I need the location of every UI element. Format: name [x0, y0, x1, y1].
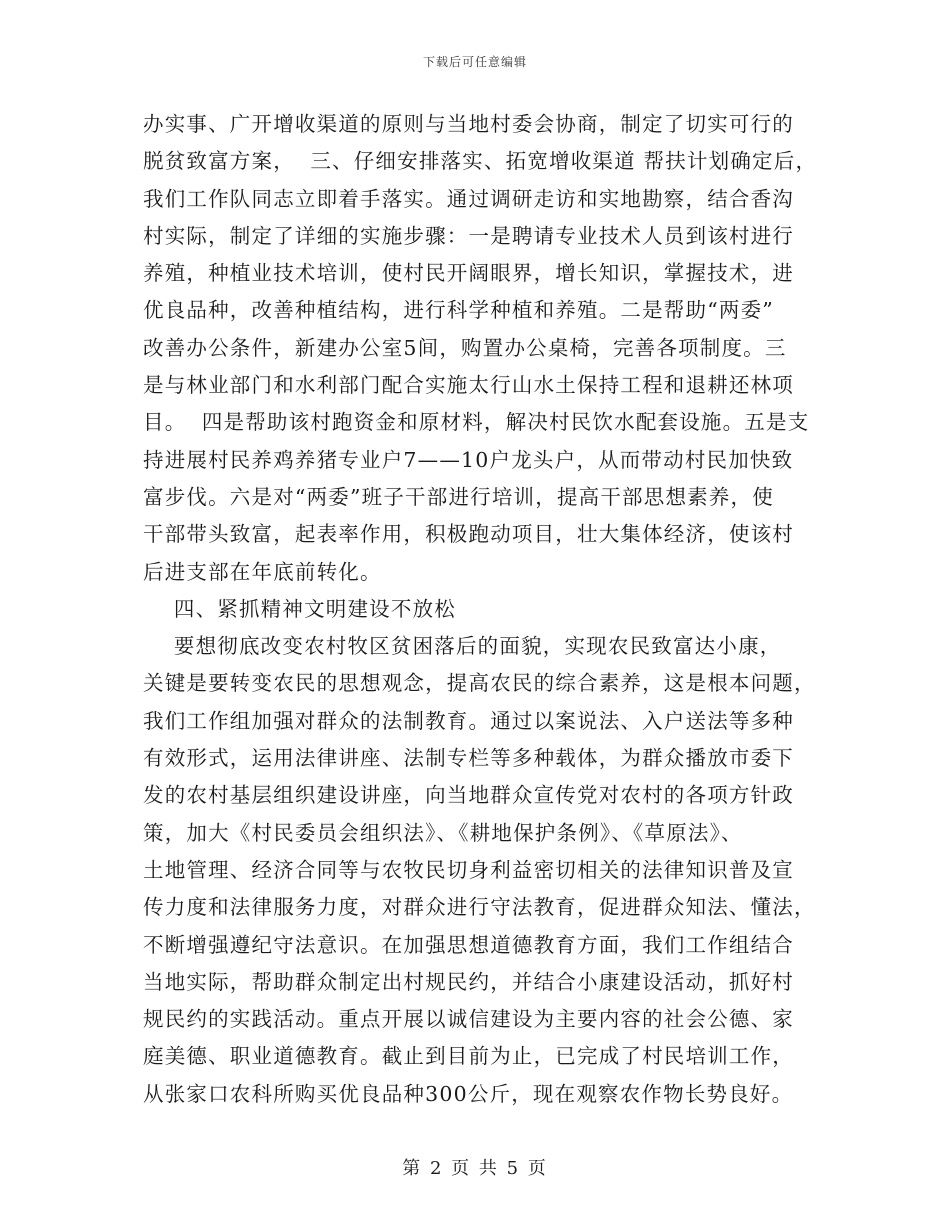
body-line: 关键是要转变农民的思想观念，提高农民的综合素养，这是根本问题，	[143, 671, 816, 696]
body-line: 脱贫致富方案， 三、仔细安排落实、拓宽增收渠道 帮扶计划确定后，	[143, 149, 818, 174]
page-header: 下载后可任意编辑	[422, 55, 527, 69]
body-text	[143, 106, 818, 1113]
body-line: 有效形式，运用法律讲座、法制专栏等多种载体，为群众播放市委下	[143, 746, 794, 771]
body-line: 策，加大《村民委员会组织法》、《耕地保护条例》、《草原法》、	[143, 820, 743, 845]
body-line: 改善办公条件，新建办公室5间，购置办公桌椅，完善各项制度。三	[143, 335, 787, 360]
body-line: 村实际，制定了详细的实施步骤：一是聘请专业技术人员到该村进行	[143, 223, 794, 248]
body-line: 优良品种，改善种植结构，进行科学种植和养殖。二是帮助“两委”	[143, 298, 774, 323]
body-line: 目。 四是帮助该村跑资金和原材料，解决村民饮水配套设施。五是支	[143, 410, 810, 435]
body-line: 是与林业部门和水利部门配合实施太行山水土保持工程和退耕还林项	[143, 373, 794, 398]
body-line: 富步伐。六是对“两委”班子干部进行培训，提高干部思想素养，使	[143, 484, 774, 509]
body-line: 四、紧抓精神文明建设不放松	[143, 596, 456, 621]
body-line: 规民约的实践活动。重点开展以诚信建设为主要内容的社会公德、家	[143, 1007, 794, 1032]
body-line: 庭美德、职业道德教育。截止到目前为止，已完成了村民培训工作，	[143, 1044, 794, 1069]
body-line: 干部带头致富，起表率作用，积极跑动项目，壮大集体经济，使该村	[143, 522, 794, 547]
body-line: 我们工作队同志立即着手落实。通过调研走访和实地勘察，结合香沟	[143, 186, 794, 211]
body-line: 我们工作组加强对群众的法制教育。通过以案说法、入户送法等多种	[143, 708, 794, 733]
body-line: 持进展村民养鸡养猪专业户7——10户龙头户，从而带动村民加快致	[143, 447, 794, 472]
body-line: 当地实际，帮助群众制定出村规民约，并结合小康建设活动，抓好村	[143, 969, 794, 994]
body-line: 从张家口农科所购买优良品种300公斤，现在观察农作物长势良好。	[143, 1081, 794, 1106]
body-line: 土地管理、经济合同等与农牧民切身利益密切相关的法律知识普及宣	[143, 857, 794, 882]
body-line: 办实事、广开增收渠道的原则与当地村委会协商，制定了切实可行的	[143, 112, 794, 136]
body-line: 养殖，种植业技术培训，使村民开阔眼界，增长知识，掌握技术，进	[143, 261, 794, 286]
body-line: 后进支部在年底前转化。	[143, 559, 382, 584]
body-line: 传力度和法律服务力度，对群众进行守法教育，促进群众知法、懂法，	[143, 895, 816, 920]
page-footer: 第 2 页 共 5 页	[402, 1158, 548, 1179]
body-line: 要想彻底改变农村牧区贫困落后的面貌，实现农民致富达小康，	[143, 634, 782, 659]
body-line: 不断增强遵纪守法意识。在加强思想道德教育方面，我们工作组结合	[143, 932, 794, 957]
body-line: 发的农村基层组织建设讲座，向当地群众宣传党对农村的各项方针政	[143, 783, 794, 808]
